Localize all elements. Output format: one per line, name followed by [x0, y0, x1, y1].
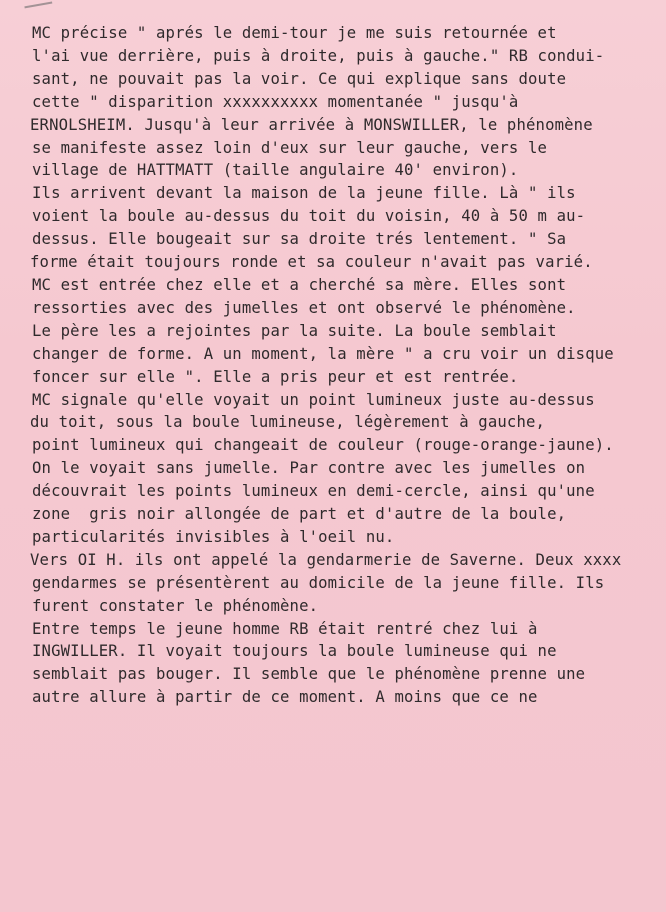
- text-line: Ils arrivent devant la maison de la jeune fille. Là " ils: [32, 184, 576, 203]
- text-line: du toit, sous la boule lumineuse, légèrement à gauche,: [30, 413, 546, 432]
- text-line: Vers OI H. ils ont appelé la gendarmerie de Saverne. Deux xxxx: [30, 550, 622, 569]
- text-line: ressorties avec des jumelles et ont observé le phénomène.: [32, 298, 576, 317]
- typewritten-text: [30, 22, 660, 709]
- text-line: village de HATTMATT (taille angulaire 40' environ).: [32, 161, 519, 180]
- text-line: gendarmes se présentèrent au domicile de la jeune fille. Ils: [32, 573, 605, 592]
- text-line: découvrait les points lumineux en demi-cercle, ainsi qu'une: [32, 482, 595, 501]
- text-line: particularités invisibles à l'oeil nu.: [32, 527, 395, 546]
- text-line: se manifeste assez loin d'eux sur leur gauche, vers le: [32, 138, 548, 157]
- text-line: autre allure à partir de ce moment. A moins que ce ne: [32, 688, 538, 707]
- text-line: zone gris noir allongée de part et d'autre de la boule,: [32, 505, 567, 524]
- text-line: point lumineux qui changeait de couleur (rouge-orange-jaune).: [32, 436, 614, 455]
- text-line: semblait pas bouger. Il semble que le phénomène prenne une: [32, 665, 586, 684]
- corner-mark: [24, 0, 53, 8]
- text-line: Le père les a rejointes par la suite. La boule semblait: [32, 321, 557, 340]
- text-line: sant, ne pouvait pas la voir. Ce qui explique sans doute: [32, 69, 567, 88]
- text-line: Entre temps le jeune homme RB était rentré chez lui à: [32, 619, 538, 638]
- text-line: ERNOLSHEIM. Jusqu'à leur arrivée à MONSWILLER, le phénomène: [30, 115, 593, 134]
- text-line: MC signale qu'elle voyait un point lumineux juste au-dessus: [32, 390, 595, 409]
- text-line: MC est entrée chez elle et a cherché sa mère. Elles sont: [32, 275, 567, 294]
- text-line: On le voyait sans jumelle. Par contre avec les jumelles on: [32, 459, 586, 478]
- text-line: INGWILLER. Il voyait toujours la boule lumineuse qui ne: [32, 642, 557, 661]
- text-line: l'ai vue derrière, puis à droite, puis à gauche." RB condui-: [32, 46, 605, 65]
- text-line: MC précise " aprés le demi-tour je me suis retournée et: [32, 24, 557, 42]
- text-line: voient la boule au-dessus du toit du voisin, 40 à 50 m au-: [32, 207, 586, 226]
- text-line: changer de forme. A un moment, la mère " a cru voir un disque: [32, 344, 614, 363]
- text-line: dessus. Elle bougeait sur sa droite trés lentement. " Sa: [32, 230, 567, 249]
- text-line: forme était toujours ronde et sa couleur n'avait pas varié.: [30, 253, 593, 272]
- text-line: foncer sur elle ". Elle a pris peur et est rentrée.: [32, 367, 519, 386]
- text-line: cette " disparition xxxxxxxxxx momentanée " jusqu'à: [32, 92, 519, 111]
- text-line: furent constater le phénomène.: [32, 596, 319, 615]
